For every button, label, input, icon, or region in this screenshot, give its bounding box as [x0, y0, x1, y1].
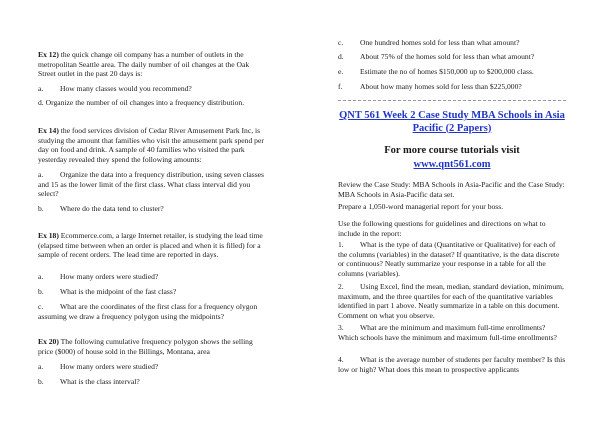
ex20-b-marker: b.: [38, 377, 44, 386]
right-f-marker: f.: [338, 82, 343, 91]
ex12-a-marker: a.: [38, 84, 44, 93]
q4-number: 4.: [338, 355, 344, 364]
ex14-a-text: Organize the data into a frequency distribution, using seven classes and 15 as the lower limit of the first class. What class interval did you select?: [38, 170, 264, 198]
section-divider: [338, 100, 566, 101]
ex12-item-a: [38, 84, 268, 94]
ex20-item-a: [38, 362, 268, 372]
ex20-block: [38, 337, 268, 356]
q1-number: 1.: [338, 240, 344, 249]
ex18-b-text: What is the midpoint of the fast class?: [60, 287, 177, 296]
ex18-paragraph: [38, 231, 268, 260]
q1-text: What is the type of data (Quantitative or Qualitative) for each of the columns (variables) in the dataset? If quantitative, is the data discrete or continuous? Neatly summarize your response in a table for all the columns (variables).: [338, 240, 560, 278]
ex18-label: Ex 18): [38, 231, 59, 240]
ex14-a-marker: a.: [38, 170, 44, 179]
prepare-text: Prepare a 1,050-word managerial report for your boss.: [338, 202, 504, 211]
ex18-text: Ecommerce.com, a large Internet retailer, is studying the lead time (elapsed time between when an order is placed and when it is filled) for a sample of recent orders. The lead time are reported in days.: [38, 231, 263, 259]
ex18-block: [38, 231, 268, 260]
question-1: [338, 240, 566, 278]
ex12-block: [38, 50, 268, 79]
ex14-item-b: [38, 204, 268, 214]
ex14-item-a: [38, 170, 268, 199]
q3-text: What are the minimum and maximum full-time enrollments? Which schools have the minimum and maximum full-time enrollments?: [338, 323, 557, 342]
ex20-a-marker: a.: [38, 362, 44, 371]
ex20-item-e: [338, 67, 566, 77]
right-e-text: Estimate the no of homes $150,000 up to $200,000 class.: [360, 67, 534, 76]
ex20-b-text: What is the class interval?: [60, 377, 140, 386]
use-text: Use the following questions for guidelines and directions on what to include in the report:: [338, 219, 546, 238]
ex12-d-text: Organize the number of oil changes into a frequency distribution.: [45, 98, 245, 107]
right-d-text: About 75% of the homes sold for less than what amount?: [360, 52, 535, 61]
ex12-a-text: How many classes would you recommend?: [60, 84, 192, 93]
case-study-title-link[interactable]: QNT 561 Week 2 Case Study MBA Schools in Asia Pacific (2 Papers): [339, 110, 565, 134]
ex14-block: [38, 126, 268, 164]
right-f-text: About how many homes sold for less than $225,000?: [360, 82, 522, 91]
question-4: [338, 355, 566, 374]
ex18-c-marker: c.: [38, 302, 44, 311]
ex20-paragraph: [38, 337, 268, 356]
q4-text: What is the average number of students per faculty member? Is this low or high? What does this mean to prospective applicants: [338, 355, 566, 374]
website-link[interactable]: www.qnt561.com: [413, 159, 491, 170]
ex20-item-b: [38, 377, 268, 387]
ex20-item-c: [338, 38, 566, 48]
ex12-d-marker: d.: [38, 98, 44, 107]
ex14-b-text: Where do the data tend to cluster?: [60, 204, 164, 213]
q2-text: Using Excel, find the mean, median, standard deviation, minimum, maximum, and the three quartiles for each of the quantitative variables identified in part 1 above. Neatly summarize in a table on this document. Comment on what you observe.: [338, 282, 564, 320]
prepare-paragraph: [338, 202, 566, 212]
ex14-label: Ex 14): [38, 126, 59, 135]
ex12-item-d: [38, 98, 268, 108]
review-text: Review the Case Study: MBA Schools in Asia-Pacific and the Case Study: MBA Schools in Asia-Pacific data set.: [338, 180, 565, 199]
ex18-item-b: [38, 287, 268, 297]
right-d-marker: d.: [338, 52, 344, 61]
use-paragraph: [338, 219, 566, 238]
ex18-a-text: How many orders were studied?: [60, 272, 159, 281]
ex20-a-text: How many orders were studied?: [60, 362, 159, 371]
ex14-text: the food services division of Cedar River Amusement Park Inc, is studying the amount that families who visit the amusement park spend per day on food and drink. A sample of 40 families who visited the park yesterday revealed they spend the following amounts:: [38, 126, 264, 164]
ex20-item-d: [338, 52, 566, 62]
ex14-paragraph: [38, 126, 268, 164]
ex12-paragraph: [38, 50, 268, 79]
ex18-a-marker: a.: [38, 272, 44, 281]
ex14-b-marker: b.: [38, 204, 44, 213]
ex18-c-text: What are the coordinates of the first class for a frequency olygon assuming we draw a frequency polygon using the midpoints?: [38, 302, 258, 321]
q2-number: 2.: [338, 282, 344, 291]
tutorials-heading: For more course tutorials visit: [384, 145, 520, 156]
right-c-marker: c.: [338, 38, 344, 47]
ex12-text: the quick change oil company has a number of outlets in the metropolitan Seattle area. The daily number of oil changes at the Oak Street outlet in the past 20 days is:: [38, 50, 250, 78]
ex20-text: The following cumulative frequency polygon shows the selling price ($000) of house sold in the Billings, Montana, area: [38, 337, 253, 356]
ex20-item-f: [338, 82, 566, 92]
q3-number: 3.: [338, 323, 344, 332]
ex20-label: Ex 20): [38, 337, 59, 346]
question-3: [338, 323, 566, 342]
ex18-b-marker: b.: [38, 287, 44, 296]
question-2: [338, 282, 566, 320]
right-c-text: One hundred homes sold for less than what amount?: [360, 38, 520, 47]
ex18-item-c: [38, 302, 268, 321]
review-paragraph: [338, 180, 566, 199]
ex12-label: Ex 12): [38, 50, 59, 59]
right-e-marker: e.: [338, 67, 344, 76]
ex18-item-a: [38, 272, 268, 282]
